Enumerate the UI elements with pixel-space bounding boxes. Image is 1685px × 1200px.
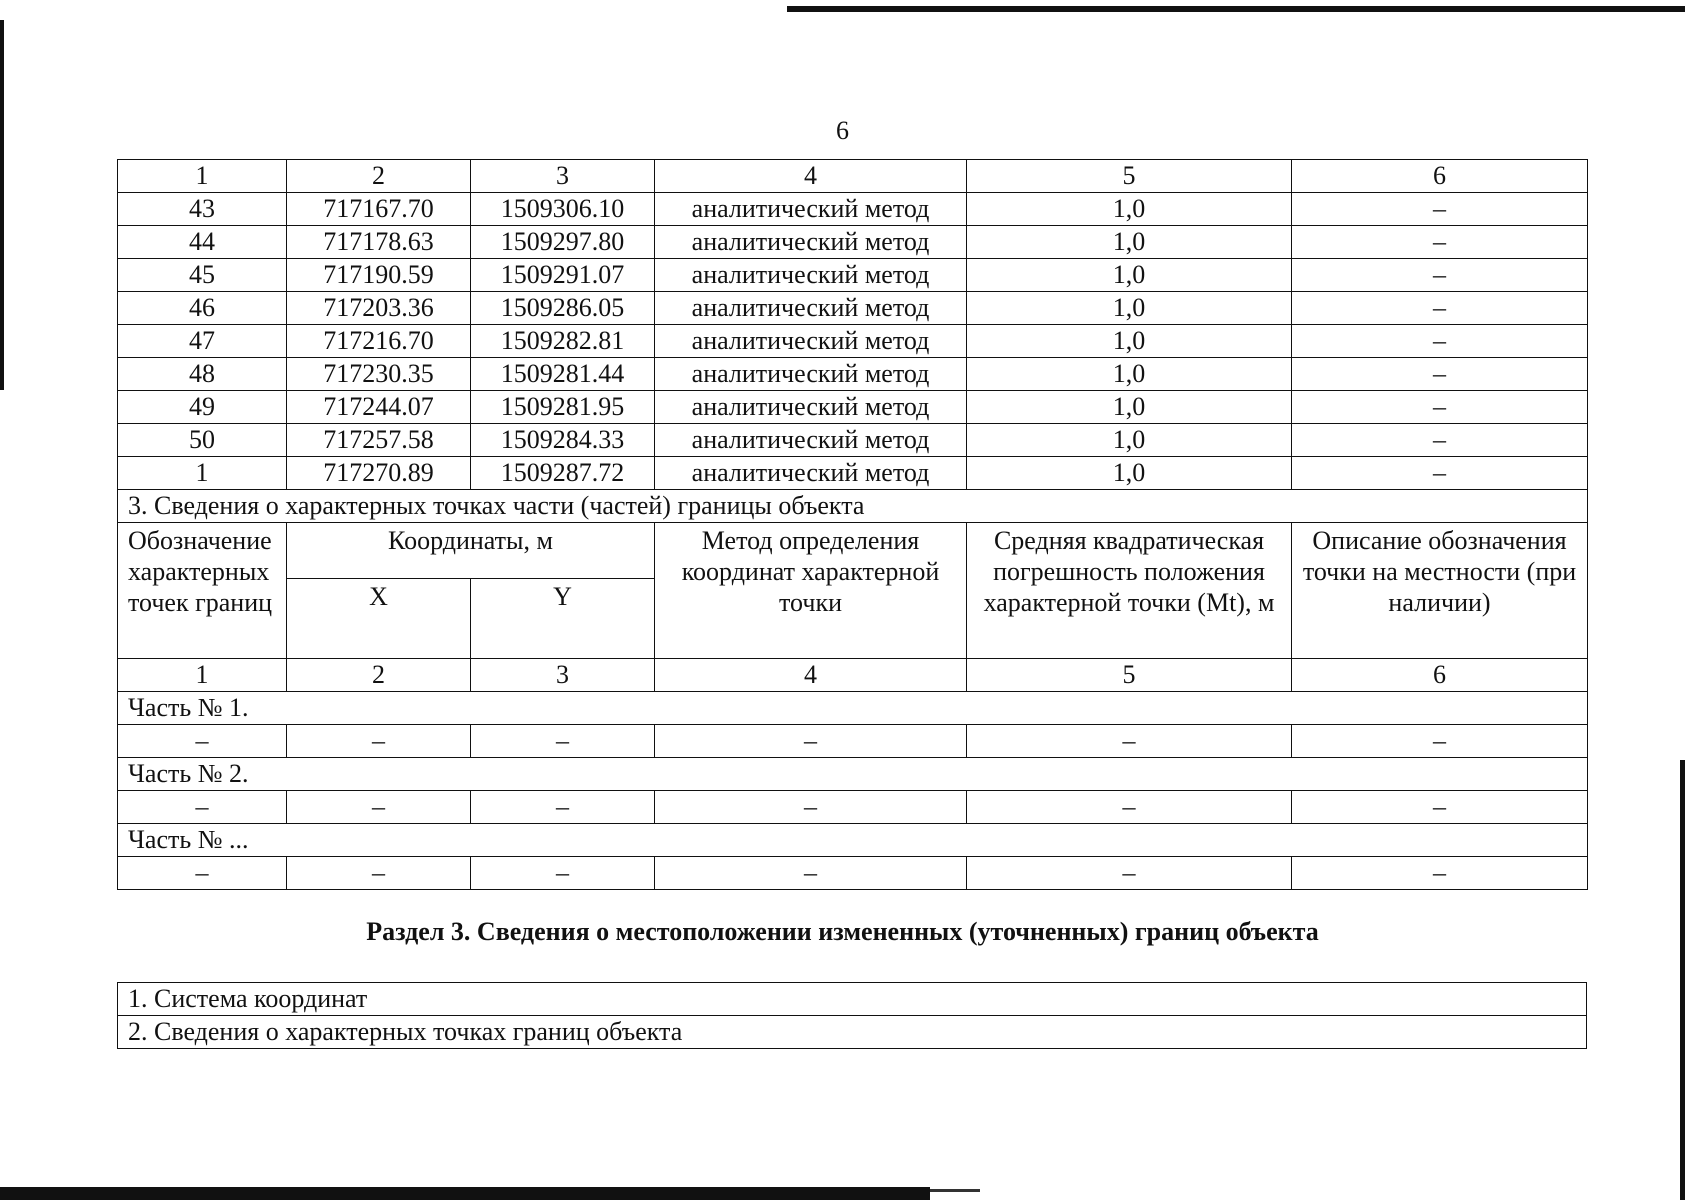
column-number: 1 [118, 659, 287, 692]
part-cell: – [655, 725, 967, 758]
header-x: X [287, 579, 471, 659]
coord-y: 1509281.95 [471, 391, 655, 424]
column-number: 3 [471, 659, 655, 692]
description: – [1292, 424, 1588, 457]
coord-x: 717244.07 [287, 391, 471, 424]
table-row [118, 259, 1588, 292]
part-cell: – [287, 791, 471, 824]
column-number: 6 [1292, 659, 1588, 692]
method: аналитический метод [655, 457, 967, 490]
scan-edge-top [787, 6, 1685, 12]
point-number: 43 [118, 193, 287, 226]
method: аналитический метод [655, 292, 967, 325]
description: – [1292, 292, 1588, 325]
part-label: Часть № 1. [118, 692, 1588, 725]
part-label: Часть № ... [118, 824, 1588, 857]
coord-y: 1509291.07 [471, 259, 655, 292]
point-number: 1 [118, 457, 287, 490]
error-value: 1,0 [967, 292, 1292, 325]
section-3-title: Раздел 3. Сведения о местоположении измененных (уточненных) границ объекта [366, 917, 1319, 946]
table-row [118, 193, 1588, 226]
column-number-row [118, 160, 1588, 193]
point-number: 47 [118, 325, 287, 358]
part-cell: – [471, 857, 655, 890]
description: – [1292, 325, 1588, 358]
coord-x: 717216.70 [287, 325, 471, 358]
description: – [1292, 193, 1588, 226]
method: аналитический метод [655, 259, 967, 292]
part-cell: – [118, 725, 287, 758]
part-cell: – [967, 857, 1292, 890]
scan-edge-bottom [0, 1187, 930, 1200]
coord-x: 717270.89 [287, 457, 471, 490]
page-number: 6 [836, 116, 849, 145]
point-number: 49 [118, 391, 287, 424]
description: – [1292, 226, 1588, 259]
table-row [118, 226, 1588, 259]
part-label-row [118, 824, 1588, 857]
table-row [118, 325, 1588, 358]
part-cell: – [1292, 791, 1588, 824]
coord-y: 1509282.81 [471, 325, 655, 358]
coord-x: 717230.35 [287, 358, 471, 391]
table-row [118, 358, 1588, 391]
coord-y: 1509297.80 [471, 226, 655, 259]
point-number: 46 [118, 292, 287, 325]
column-number: 5 [967, 160, 1292, 193]
description: – [1292, 358, 1588, 391]
part-cell: – [655, 791, 967, 824]
section-3-table [117, 982, 1587, 1049]
error-value: 1,0 [967, 325, 1292, 358]
scan-edge-left [0, 20, 4, 390]
coord-y: 1509281.44 [471, 358, 655, 391]
point-number: 50 [118, 424, 287, 457]
header-method: Метод определения координат характерной точки [655, 523, 967, 659]
scan-edge-bottom-fragment [930, 1189, 980, 1192]
coord-y: 1509284.33 [471, 424, 655, 457]
part-cell: – [655, 857, 967, 890]
section-3-row [118, 983, 1587, 1016]
column-number: 3 [471, 160, 655, 193]
part-label-row [118, 758, 1588, 791]
table-row [118, 391, 1588, 424]
column-number: 5 [967, 659, 1292, 692]
error-value: 1,0 [967, 424, 1292, 457]
column-number: 2 [287, 160, 471, 193]
part-cell: – [118, 857, 287, 890]
coord-x: 717203.36 [287, 292, 471, 325]
point-number: 48 [118, 358, 287, 391]
point-number: 45 [118, 259, 287, 292]
table-row [118, 292, 1588, 325]
part-values-row [118, 857, 1588, 890]
description: – [1292, 391, 1588, 424]
boundary-points-info-row: 2. Сведения о характерных точках границ объекта [118, 1016, 1587, 1049]
coord-y: 1509306.10 [471, 193, 655, 226]
coord-x: 717257.58 [287, 424, 471, 457]
method: аналитический метод [655, 193, 967, 226]
error-value: 1,0 [967, 259, 1292, 292]
error-value: 1,0 [967, 193, 1292, 226]
part-cell: – [471, 725, 655, 758]
column-number: 4 [655, 659, 967, 692]
description: – [1292, 259, 1588, 292]
point-number: 44 [118, 226, 287, 259]
error-value: 1,0 [967, 457, 1292, 490]
parts-section-title: 3. Сведения о характерных точках части (частей) границы объекта [118, 490, 1588, 523]
boundary-points-table [117, 159, 1588, 890]
column-number: 2 [287, 659, 471, 692]
header-error: Средняя квадратическая погрешность положения характерной точки (Mt), м [967, 523, 1292, 659]
column-number-row [118, 659, 1588, 692]
parts-header-row [118, 523, 1588, 579]
part-cell: – [287, 857, 471, 890]
part-values-row [118, 791, 1588, 824]
coord-x: 717178.63 [287, 226, 471, 259]
table-row [118, 457, 1588, 490]
description: – [1292, 457, 1588, 490]
error-value: 1,0 [967, 226, 1292, 259]
part-cell: – [287, 725, 471, 758]
coord-x: 717167.70 [287, 193, 471, 226]
part-cell: – [471, 791, 655, 824]
parts-section-title-row [118, 490, 1588, 523]
header-coordinates: Координаты, м [287, 523, 655, 579]
header-y: Y [471, 579, 655, 659]
error-value: 1,0 [967, 391, 1292, 424]
header-point: Обозначение характерных точек границ [118, 523, 287, 659]
part-cell: – [967, 791, 1292, 824]
method: аналитический метод [655, 424, 967, 457]
method: аналитический метод [655, 391, 967, 424]
part-cell: – [967, 725, 1292, 758]
part-cell: – [118, 791, 287, 824]
column-number: 6 [1292, 160, 1588, 193]
part-values-row [118, 725, 1588, 758]
method: аналитический метод [655, 325, 967, 358]
part-cell: – [1292, 725, 1588, 758]
coord-y: 1509286.05 [471, 292, 655, 325]
column-number: 1 [118, 160, 287, 193]
coord-x: 717190.59 [287, 259, 471, 292]
method: аналитический метод [655, 226, 967, 259]
table-row [118, 424, 1588, 457]
coord-y: 1509287.72 [471, 457, 655, 490]
section-3-row [118, 1016, 1587, 1049]
part-label: Часть № 2. [118, 758, 1588, 791]
column-number: 4 [655, 160, 967, 193]
coordinate-system-row: 1. Система координат [118, 983, 1587, 1016]
method: аналитический метод [655, 358, 967, 391]
part-label-row [118, 692, 1588, 725]
part-cell: – [1292, 857, 1588, 890]
header-description: Описание обозначения точки на местности (при наличии) [1292, 523, 1588, 659]
scan-edge-right [1680, 760, 1685, 1200]
error-value: 1,0 [967, 358, 1292, 391]
